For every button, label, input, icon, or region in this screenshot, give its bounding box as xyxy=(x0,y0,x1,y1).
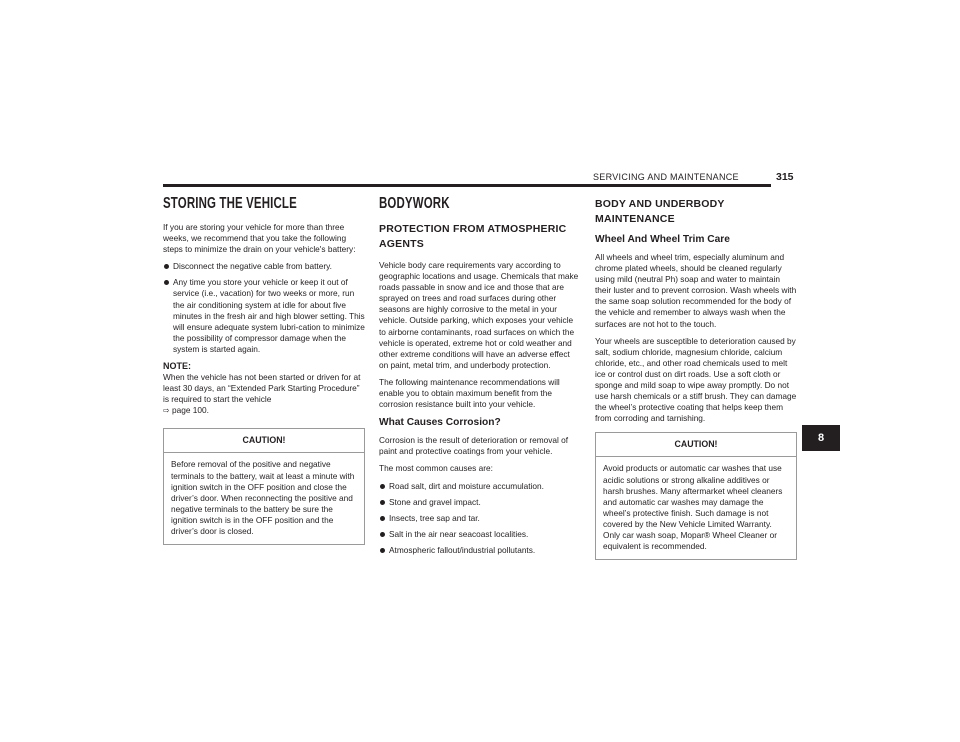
chapter-tab: 8 xyxy=(802,425,840,451)
list-item: Any time you store your vehicle or keep it out of service (i.e., vacation) for two weeks or more, run the air conditioning system at idle for about five minutes in the fresh air and high blower setting. This will ensure adequate system lubri-cation to minimize the possibility of compressor damage when the system is started again. xyxy=(163,277,365,355)
subsection-title-body-underbody: BODY AND UNDERBODY MAINTENANCE xyxy=(595,198,725,225)
paragraph: The following maintenance recommendations will enable you to obtain maximum benefit from the corrosion resistance built into your vehicle. xyxy=(379,376,560,410)
subsection-title-protection: PROTECTION FROM ATMOSPHERIC AGENTS xyxy=(379,223,567,250)
caution-title: CAUTION! xyxy=(596,433,796,457)
section-title-bodywork: BODYWORK xyxy=(379,195,450,212)
storing-intro: If you are storing your vehicle for more than three weeks, we recommend that you take the following steps to minimize the drain on your vehicle's battery: xyxy=(163,222,356,255)
bullet-icon xyxy=(380,516,385,521)
bullet-icon xyxy=(164,264,169,269)
list-item: Stone and gravel impact. xyxy=(379,497,581,508)
note-label: NOTE: xyxy=(163,361,191,372)
running-header-section: SERVICING AND MAINTENANCE xyxy=(593,172,739,182)
list-item: Atmospheric fallout/industrial pollutants. xyxy=(379,545,581,556)
list-item: Insects, tree sap and tar. xyxy=(379,513,581,524)
bullet-icon xyxy=(164,280,169,285)
bullet-icon xyxy=(380,548,385,553)
list-item: Road salt, dirt and moisture accumulation. xyxy=(379,481,581,492)
heading-wheel-trim-care: Wheel And Wheel Trim Care xyxy=(595,234,730,245)
list-item: Disconnect the negative cable from battery. xyxy=(163,261,365,272)
bullet-icon xyxy=(380,484,385,489)
storing-bullets xyxy=(163,261,365,355)
bullet-icon xyxy=(380,500,385,505)
list-item: Salt in the air near seacoast localities. xyxy=(379,529,581,540)
caution-title: CAUTION! xyxy=(164,429,364,453)
note-text: When the vehicle has not been started or driven for at least 30 days, an “Extended Park Starting Procedure” is required to start the vehicle ⇨ page 100. xyxy=(163,372,361,416)
bullet-icon xyxy=(380,532,385,537)
middle-column xyxy=(379,195,581,562)
paragraph: Vehicle body care requirements vary according to geographic locations and usage. Chemicals that make roads passable in snow and ice and those that are sprayed on trees and road surfaces during other seasons are highly corrosive to the metal in your vehicle. Outside parking, which exposes your vehicle to airborne contaminants, road surfaces on which the vehicle is operated, extreme hot or cold weather and other extreme conditions will have an adverse effect on paint, metal trim, and underbody protection. xyxy=(379,260,579,370)
right-column xyxy=(595,195,797,560)
page-reference-arrow-icon: ⇨ xyxy=(163,406,170,416)
paragraph: All wheels and wheel trim, especially aluminum and chrome plated wheels, should be cleaned regularly using mild (neutral Ph) soap and water to maintain their luster and to prevent corrosion. Wash wheels with the same soap solution recommended for the body of the vehicle and remember to always wash when the surfaces are not hot to the touch. xyxy=(595,252,797,329)
caution-box-wheels xyxy=(595,432,797,560)
paragraph: Corrosion is the result of deterioration or removal of paint and protective coatings from your vehicle. xyxy=(379,435,569,457)
header-rule xyxy=(163,184,771,187)
caution-text: Avoid products or automatic car washes that use acidic solutions or strong alkaline additives or harsh brushes. Many aftermarket wheel cleaners and automatic car washes may damage the wheel’s protective finish. Such damage is not covered by the New Vehicle Limited Warranty. Only car wash soap, Mopar® Wheel Cleaner or equivalent is recommended. xyxy=(603,463,783,552)
page-reference-link[interactable]: page 100. xyxy=(172,405,209,416)
caution-box-battery xyxy=(163,428,365,545)
heading-what-causes-corrosion: What Causes Corrosion? xyxy=(379,417,501,429)
caution-text: Before removal of the positive and negative terminals to the battery, wait at least a minute with ignition switch in the OFF position and close the driver’s door. When reconnecting the positive and negative terminals to the battery be sure the ignition switch is in the OFF position and the driver’s door is closed. xyxy=(171,459,355,536)
paragraph: Your wheels are susceptible to deterioration caused by salt, sodium chloride, magnesium chloride, calcium chloride, etc., and other road chemicals used to melt ice or control dust on dirt roads. Use a soft cloth or sponge and mild soap to wipe away promptly. Do not use harsh chemicals or a stiff brush. They can damage the wheel’s protective coating that helps keep them from corroding and tarnishing. xyxy=(595,335,797,424)
page-number: 315 xyxy=(776,171,794,183)
section-title-storing: STORING THE VEHICLE xyxy=(163,195,297,212)
paragraph: The most common causes are: xyxy=(379,463,493,474)
corrosion-causes-list xyxy=(379,481,581,556)
left-column xyxy=(163,195,365,545)
